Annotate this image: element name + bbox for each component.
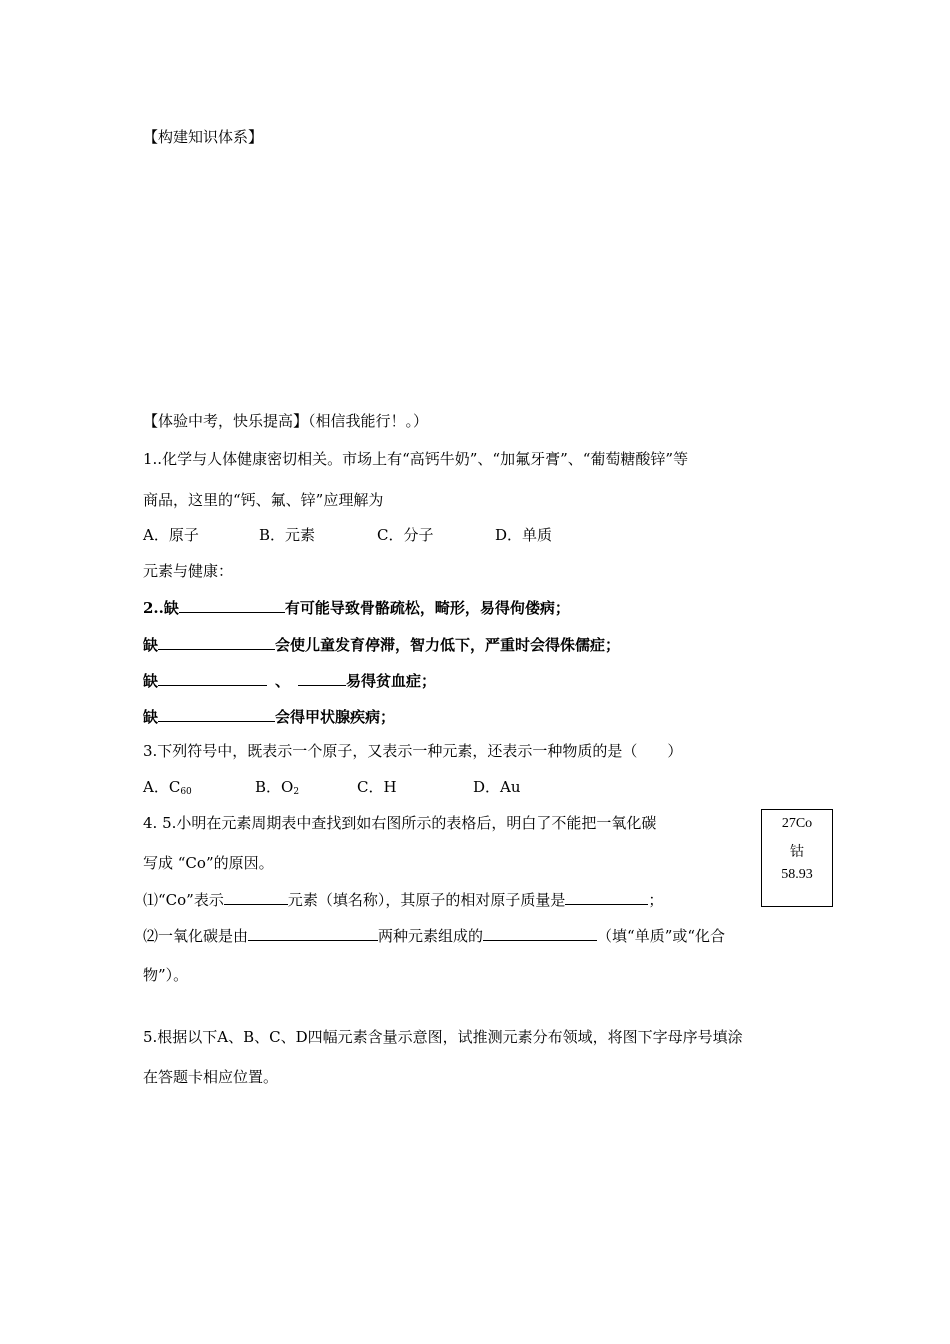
q4-part1 <box>143 889 663 910</box>
blank-calcium[interactable] <box>179 597 285 613</box>
element-number-symbol: 27Co <box>781 816 813 831</box>
health-l3-suffix: 易得贫血症； <box>346 672 437 690</box>
q4-p2-c: （填“单质”或“化合 <box>597 927 726 945</box>
blank-co-name[interactable] <box>224 889 288 905</box>
health-l2-suffix: 会使儿童发育停滞，智力低下，严重时会得侏儒症； <box>275 636 621 654</box>
blank-substance-type[interactable] <box>483 925 597 941</box>
exam-heading-note: （相信我能行！。） <box>308 412 429 430</box>
q3-option-b-sub: 2 <box>293 787 300 797</box>
health-l3-mid: 、 <box>275 672 291 690</box>
health-l3-prefix: 缺 <box>143 672 159 690</box>
q4-p2-b: 两种元素组成的 <box>378 927 484 945</box>
q1-stem-line1: 1..化学与人体健康密切相关。市场上有“高钙牛奶”、“加氟牙膏”、“葡萄糖酸锌”等 <box>143 450 689 468</box>
q3-option-a-label: A．C <box>143 778 181 796</box>
blank-iron-1[interactable] <box>158 670 267 686</box>
q3-option-b <box>255 777 357 802</box>
element-name: 钴 <box>790 845 804 860</box>
blank-iodine[interactable] <box>158 706 275 722</box>
q4-stem-line2: 写成 “Co”的原因。 <box>143 854 274 872</box>
health-line-1 <box>143 597 570 618</box>
q3-options <box>143 777 521 802</box>
health-l4-suffix: 会得甲状腺疾病； <box>275 708 396 726</box>
exam-heading-text: 【体验中考，快乐提高】 <box>143 412 309 430</box>
health-l1-suffix: 有可能导致骨骼疏松，畸形，易得佝偻病； <box>284 599 570 617</box>
q1-option-a: A．原子 <box>143 526 199 544</box>
health-line-4 <box>143 706 395 727</box>
q3-option-a <box>143 777 255 802</box>
q5-stem-line2: 在答题卡相应位置。 <box>143 1068 279 1086</box>
health-line-2 <box>143 634 620 655</box>
blank-iron-2[interactable] <box>298 670 346 686</box>
health-l1-prefix: 2..缺 <box>143 599 179 617</box>
q3-option-c: C．H <box>357 778 397 796</box>
blank-zinc[interactable] <box>158 634 275 650</box>
q3-option-a-sub: 60 <box>180 787 192 797</box>
q4-p1-c: ； <box>648 891 664 909</box>
q1-stem-line2: 商品，这里的“钙、氟、锌”应理解为 <box>143 491 384 509</box>
q4-part2 <box>143 925 725 946</box>
section-heading-exam <box>143 411 428 431</box>
health-line-3 <box>143 670 436 691</box>
health-l4-prefix: 缺 <box>143 708 159 726</box>
q3-stem: 3.下列符号中，既表示一个原子，又表示一种元素，还表示一种物质的是（ ） <box>143 742 683 760</box>
q1-options <box>143 525 552 545</box>
health-l2-prefix: 缺 <box>143 636 159 654</box>
q4-p1-a: ⑴“Co”表示 <box>143 891 224 909</box>
blank-two-elements[interactable] <box>248 925 378 941</box>
element-cell-cobalt <box>761 809 833 907</box>
element-mass: 58.93 <box>781 867 813 882</box>
q4-p2-a: ⑵一氧化碳是由 <box>143 927 249 945</box>
q1-option-b: B．元素 <box>259 526 316 544</box>
q3-option-d: D．Au <box>473 778 521 796</box>
section-heading-knowledge: 【构建知识体系】 <box>143 128 264 146</box>
q5-stem-line1: 5.根据以下A、B、C、D四幅元素含量示意图，试推测元素分布领域，将图下字母序号填涂 <box>143 1028 743 1046</box>
q3-option-b-label: B．O <box>255 778 294 796</box>
q4-stem-line1: 4. 5.小明在元素周期表中查找到如右图所示的表格后，明白了不能把一氧化碳 <box>143 814 657 832</box>
q1-option-c: C．分子 <box>377 526 434 544</box>
q1-option-d: D．单质 <box>495 526 553 544</box>
blank-co-mass[interactable] <box>565 889 648 905</box>
health-title: 元素与健康： <box>143 562 234 580</box>
q4-p1-b: 元素（填名称），其原子的相对原子质量是 <box>287 891 566 909</box>
q4-part2-cont: 物”）。 <box>143 966 189 984</box>
